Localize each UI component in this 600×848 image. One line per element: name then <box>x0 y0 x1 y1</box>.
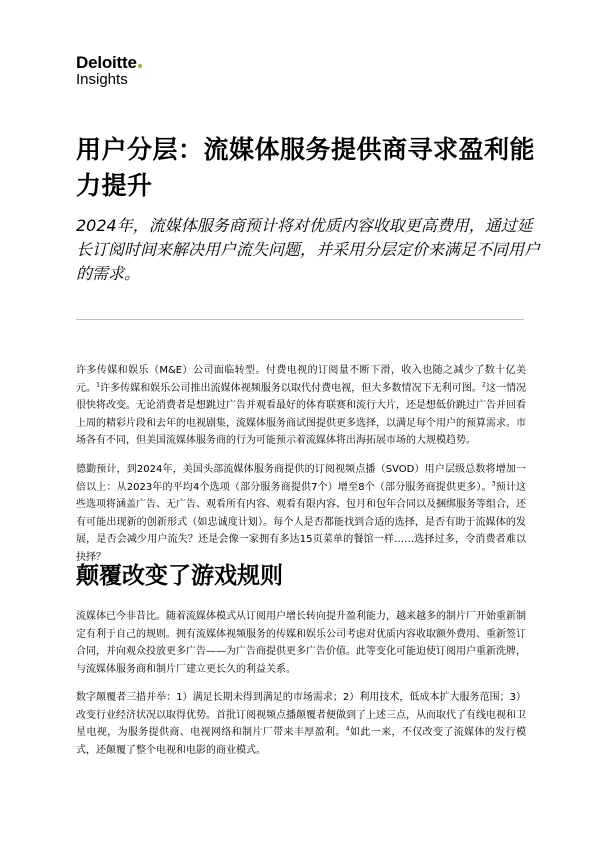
article-subtitle: 2024年，流媒体服务商预计将对优质内容收取更高费用，通过延长订阅时间来解决用户流失问题，并采用分层定价来满足不同用户的需求。 <box>76 216 541 283</box>
deloitte-insights-logo <box>76 54 142 88</box>
section-heading: 颠覆改变了游戏规则 <box>76 563 283 589</box>
footnote-ref-4[interactable]: 4 <box>345 725 350 733</box>
section-paragraph-2: 数字颠覆者三措并举：1）满足长期未得到满足的市场需求；2）利用技术，低成本扩大服务范围；3）改变行业经济状况以取得优势。首批订阅视频点播颠覆者便做到了上述三点，从而取代了有线电视和卫星电视，为服务提供商、电视网络和制片厂带来丰厚盈利。$^4$如此一来，不仅改变了流媒体的发行模式，还颠覆了整个电视和电影的商业模式。 <box>76 692 527 756</box>
section-paragraph-1: 流媒体已今非昔比。随着流媒体模式从订阅用户增长转向提升盈利能力，越来越多的制片厂开始重新制定有利于自己的规则。拥有流媒体视频服务的传媒和娱乐公司考虑对优质内容收取额外费用、重新签订合同，并向观众投放更多广告——为广告商提供更多广告价值。此等变化可能迫使订阅用户重新洗牌，与流媒体服务商和制片厂建立更长久的利益关系。 <box>76 611 526 675</box>
logo-green-dot-icon <box>138 64 142 68</box>
page-title: 用户分层：流媒体服务提供商寻求盈利能力提升 <box>76 135 536 200</box>
body-paragraph-2: 德勤预计，到2024年，美国头部流媒体服务商提供的订阅视频点播（SVOD）用户层级总数将增加一倍以上：从2023年的平均4个选项（部分服务商提供7个）增至8个（部分服务商提供更多）。$^3$预计这些选项将涵盖广告、无广告、观看所有内容、观看有限内容、包月和包年合同以及捆绑服务等组合，还有可能出现新的创新形式（如忠诚度计划）。每个人是否都能找到合适的选择，是否有助于流媒体的发展，是否会减少用户流失？还是会像一家拥有多达15页菜单的餐馆一样……选择过多，令消费者难以抉择？ <box>76 464 526 563</box>
divider <box>76 319 524 320</box>
logo-sub-brand: Insights <box>76 71 128 88</box>
body-paragraph-1: 许多传媒和娱乐（M&E）公司面临转型。付费电视的订阅量不断下滑，收入也随之减少了数十亿美元。$^1$许多传媒和娱乐公司推出流媒体视频服务以取代付费电视，但大多数情况下无利可图。$^2$这一情况很快将改变。无论消费者是想跳过广告并观看最好的体育联赛和流行大片，还是想低价跳过广告并回看上周的精彩片段和去年的电视剧集，流媒体服务商试图提供更多选择，以满足每个用户的预算需求。市场各有不同，但美国流媒体服务商的行为可能预示着流媒体将出海拓展市场的大规模趋势。 <box>76 365 527 447</box>
footnote-ref-1[interactable]: 1 <box>96 381 100 389</box>
logo-brand: Deloitte <box>76 54 142 71</box>
footnote-ref-3[interactable]: 3 <box>491 480 496 488</box>
footnote-ref-2[interactable]: 2 <box>481 381 486 389</box>
